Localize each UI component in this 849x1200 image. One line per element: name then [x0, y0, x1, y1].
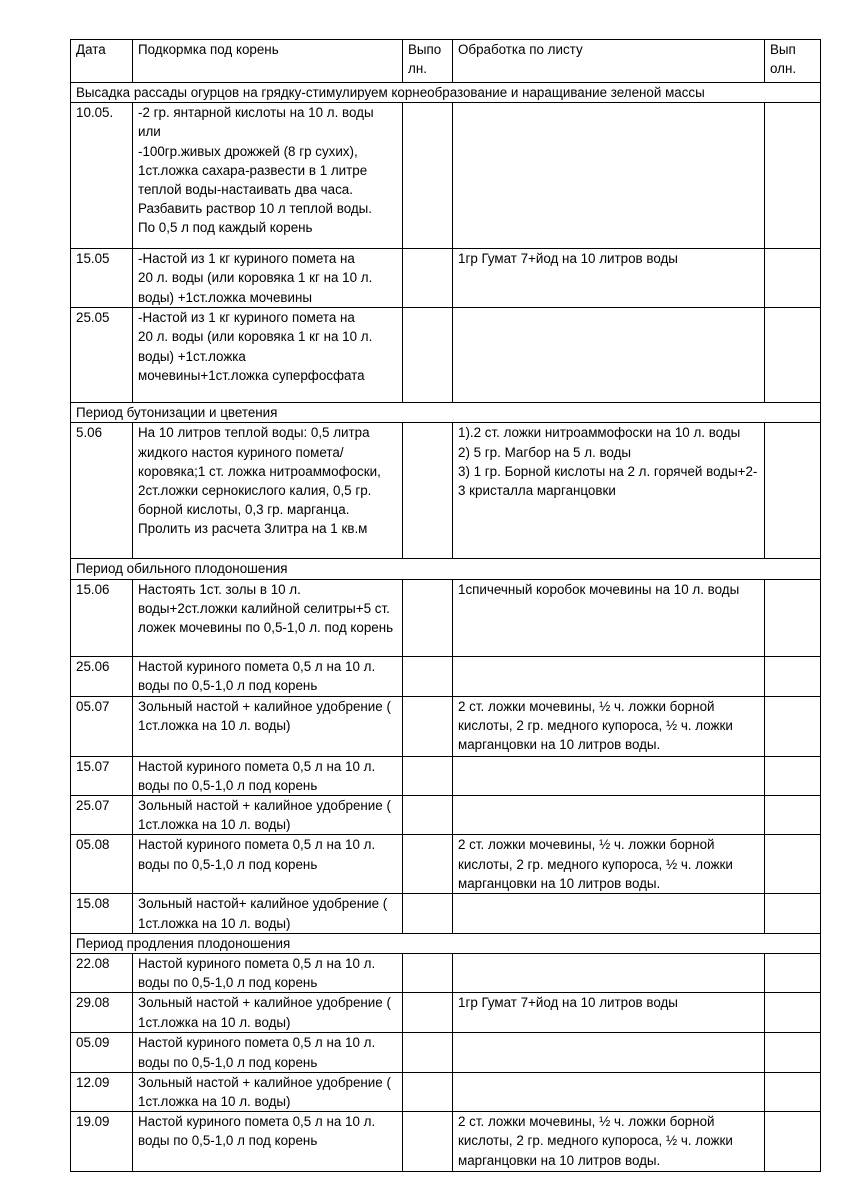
- foliar-treatment-cell: 2 ст. ложки мочевины, ½ ч. ложки борной кислоты, 2 гр. медного купороса, ½ ч. ложки марганцовки на 10 литров воды.: [453, 1112, 765, 1172]
- done-leaf-cell: [765, 696, 821, 756]
- foliar-treatment-cell: [453, 1033, 765, 1072]
- done-root-cell: [403, 894, 453, 933]
- date-cell: 10.05.: [71, 103, 133, 249]
- date-cell: 15.06: [71, 579, 133, 656]
- table-row: [71, 696, 821, 756]
- table-row: [71, 993, 821, 1033]
- done-leaf-cell: [765, 1112, 821, 1172]
- done-leaf-cell: [765, 1072, 821, 1111]
- done-root-cell: [403, 103, 453, 249]
- done-root-cell: [403, 308, 453, 403]
- done-root-cell: [403, 1033, 453, 1072]
- done-leaf-cell: [765, 423, 821, 559]
- table-row: [71, 1033, 821, 1072]
- date-cell: 15.08: [71, 894, 133, 933]
- date-cell: 05.08: [71, 835, 133, 894]
- done-leaf-cell: [765, 103, 821, 249]
- done-root-cell: [403, 835, 453, 894]
- root-feeding-cell: Зольный настой+ калийное удобрение ( 1ст.ложка на 10 л. воды): [133, 894, 403, 933]
- period-title: Высадка рассады огурцов на грядку-стимулируем корнеобразование и наращивание зеленой массы: [71, 83, 821, 103]
- date-cell: 22.08: [71, 954, 133, 993]
- root-feeding-cell: Настой куриного помета 0,5 л на 10 л. воды по 0,5-1,0 л под корень: [133, 1112, 403, 1172]
- root-feeding-cell: Настой куриного помета 0,5 л на 10 л. воды по 0,5-1,0 л под корень: [133, 835, 403, 894]
- root-feeding-cell: -Настой из 1 кг куриного помета на 20 л. воды (или коровяка 1 кг на 10 л. воды) +1ст.ложка мочевины+1ст.ложка суперфосфата: [133, 308, 403, 403]
- done-root-cell: [403, 1112, 453, 1172]
- done-root-cell: [403, 796, 453, 835]
- table-row: [71, 423, 821, 559]
- foliar-treatment-cell: 1).2 ст. ложки нитроаммофоски на 10 л. воды 2) 5 гр. Магбор на 5 л. воды 3) 1 гр. Борной кислоты на 2 л. горячей воды+2-3 кристалла марганцовки: [453, 423, 765, 559]
- done-leaf-cell: [765, 656, 821, 696]
- header-foliar-treatment: Обработка по листу: [453, 40, 765, 83]
- table-row: [71, 249, 821, 308]
- date-cell: 05.07: [71, 696, 133, 756]
- done-root-cell: [403, 423, 453, 559]
- feeding-schedule-table: [70, 39, 821, 1172]
- date-cell: 12.09: [71, 1072, 133, 1111]
- period-row: [71, 559, 821, 579]
- done-root-cell: [403, 249, 453, 308]
- done-leaf-cell: [765, 954, 821, 993]
- foliar-treatment-cell: 1спичечный коробок мочевины на 10 л. воды: [453, 579, 765, 656]
- done-root-cell: [403, 696, 453, 756]
- date-cell: 25.05: [71, 308, 133, 403]
- foliar-treatment-cell: 2 ст. ложки мочевины, ½ ч. ложки борной кислоты, 2 гр. медного купороса, ½ ч. ложки марганцовки на 10 литров воды.: [453, 835, 765, 894]
- period-title: Период бутонизации и цветения: [71, 403, 821, 423]
- root-feeding-cell: -Настой из 1 кг куриного помета на 20 л. воды (или коровяка 1 кг на 10 л. воды) +1ст.ложка мочевины: [133, 249, 403, 308]
- done-root-cell: [403, 656, 453, 696]
- table-row: [71, 835, 821, 894]
- foliar-treatment-cell: 1гр Гумат 7+йод на 10 литров воды: [453, 993, 765, 1033]
- date-cell: 25.07: [71, 796, 133, 835]
- period-row: [71, 83, 821, 103]
- table-row: [71, 954, 821, 993]
- foliar-treatment-cell: [453, 1072, 765, 1111]
- period-row: [71, 403, 821, 423]
- foliar-treatment-cell: [453, 308, 765, 403]
- date-cell: 15.07: [71, 756, 133, 795]
- done-leaf-cell: [765, 796, 821, 835]
- done-leaf-cell: [765, 756, 821, 795]
- root-feeding-cell: Зольный настой + калийное удобрение ( 1ст.ложка на 10 л. воды): [133, 993, 403, 1033]
- table-row: [71, 308, 821, 403]
- date-cell: 05.09: [71, 1033, 133, 1072]
- period-title: Период обильного плодоношения: [71, 559, 821, 579]
- root-feeding-cell: Настой куриного помета 0,5 л на 10 л. воды по 0,5-1,0 л под корень: [133, 756, 403, 795]
- table-row: [71, 756, 821, 795]
- root-feeding-cell: -2 гр. янтарной кислоты на 10 л. воды или -100гр.живых дрожжей (8 гр сухих), 1ст.ложка сахара-развести в 1 литре теплой воды-настаивать два часа. Разбавить раствор 10 л теплой воды. По 0,5 л под каждый корень: [133, 103, 403, 249]
- date-cell: 29.08: [71, 993, 133, 1033]
- root-feeding-cell: На 10 литров теплой воды: 0,5 литра жидкого настоя куриного помета/коровяка;1 ст. ложка нитроаммофоски, 2ст.ложки сернокислого калия, 0,5 гр. борной кислоты, 0,3 гр. марганца. Пролить из расчета 3литра на 1 кв.м: [133, 423, 403, 559]
- foliar-treatment-cell: [453, 894, 765, 933]
- foliar-treatment-cell: 2 ст. ложки мочевины, ½ ч. ложки борной кислоты, 2 гр. медного купороса, ½ ч. ложки марганцовки на 10 литров воды.: [453, 696, 765, 756]
- table-header-row: [71, 40, 821, 83]
- table-row: [71, 103, 821, 249]
- root-feeding-cell: Зольный настой + калийное удобрение ( 1ст.ложка на 10 л. воды): [133, 796, 403, 835]
- date-cell: 5.06: [71, 423, 133, 559]
- header-done-root: Выпо лн.: [403, 40, 453, 83]
- root-feeding-cell: Настой куриного помета 0,5 л на 10 л. воды по 0,5-1,0 л под корень: [133, 656, 403, 696]
- foliar-treatment-cell: [453, 756, 765, 795]
- root-feeding-cell: Настой куриного помета 0,5 л на 10 л. воды по 0,5-1,0 л под корень: [133, 1033, 403, 1072]
- done-leaf-cell: [765, 993, 821, 1033]
- done-root-cell: [403, 1072, 453, 1111]
- date-cell: 15.05: [71, 249, 133, 308]
- table-row: [71, 894, 821, 933]
- foliar-treatment-cell: [453, 656, 765, 696]
- done-leaf-cell: [765, 894, 821, 933]
- header-date: Дата: [71, 40, 133, 83]
- foliar-treatment-cell: [453, 103, 765, 249]
- header-root-feeding: Подкормка под корень: [133, 40, 403, 83]
- date-cell: 19.09: [71, 1112, 133, 1172]
- table-row: [71, 1072, 821, 1111]
- table-row: [71, 1112, 821, 1172]
- done-root-cell: [403, 756, 453, 795]
- root-feeding-cell: Настой куриного помета 0,5 л на 10 л. воды по 0,5-1,0 л под корень: [133, 954, 403, 993]
- root-feeding-cell: Настоять 1ст. золы в 10 л. воды+2ст.ложки калийной селитры+5 ст. ложек мочевины по 0,5-1,0 л. под корень: [133, 579, 403, 656]
- done-leaf-cell: [765, 1033, 821, 1072]
- done-root-cell: [403, 954, 453, 993]
- done-leaf-cell: [765, 249, 821, 308]
- foliar-treatment-cell: [453, 954, 765, 993]
- done-leaf-cell: [765, 579, 821, 656]
- done-leaf-cell: [765, 835, 821, 894]
- done-root-cell: [403, 579, 453, 656]
- foliar-treatment-cell: [453, 796, 765, 835]
- date-cell: 25.06: [71, 656, 133, 696]
- table-row: [71, 579, 821, 656]
- table-row: [71, 796, 821, 835]
- foliar-treatment-cell: 1гр Гумат 7+йод на 10 литров воды: [453, 249, 765, 308]
- header-done-leaf: Вып олн.: [765, 40, 821, 83]
- root-feeding-cell: Зольный настой + калийное удобрение ( 1ст.ложка на 10 л. воды): [133, 696, 403, 756]
- root-feeding-cell: Зольный настой + калийное удобрение ( 1ст.ложка на 10 л. воды): [133, 1072, 403, 1111]
- table-row: [71, 656, 821, 696]
- document-page: [70, 39, 820, 1172]
- period-row: [71, 933, 821, 953]
- done-root-cell: [403, 993, 453, 1033]
- period-title: Период продления плодоношения: [71, 933, 821, 953]
- done-leaf-cell: [765, 308, 821, 403]
